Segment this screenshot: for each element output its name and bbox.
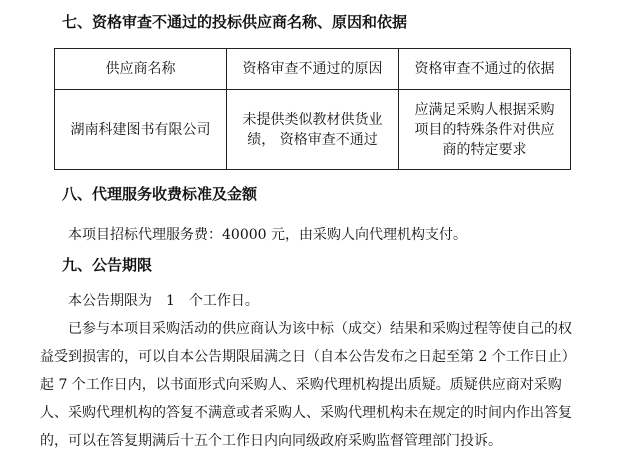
supplier-name-text: 湖南科建图书有限公司 (70, 121, 211, 138)
paragraph-line-3: 起 7 个工作日内，以书面形式向采购人、采购代理机构提出质疑。质疑供应商对采购 (40, 377, 562, 393)
header-reason: 资格审查不通过的原因 (227, 49, 399, 90)
header-supplier-name: 供应商名称 (55, 49, 227, 90)
basis-line-3: 商的特定要求 (442, 141, 527, 158)
basis-line-1: 应满足采购人根据采购 (414, 101, 555, 118)
cell-supplier-name (55, 90, 227, 170)
notice-period-text: 本公告期限为 1 个工作日。 (68, 293, 259, 309)
reason-line-1: 未提供类似教材供货业 (242, 111, 383, 128)
section-8-heading: 八、代理服务收费标准及金额 (62, 185, 258, 203)
cell-reason (227, 90, 399, 170)
reason-line-2: 绩， 资格审查不通过 (247, 131, 378, 148)
paragraph-line-4: 人、采购代理机构的答复不满意或者采购人、采购代理机构未在规定的时间内作出答复 (40, 405, 572, 421)
basis-line-2: 项目的特殊条件对供应 (414, 121, 555, 138)
table-row (55, 90, 571, 170)
paragraph-line-2: 益受到损害的，可以自本公告期限届满之日（自本公告发布之日起至第 2 个工作日止） (40, 349, 576, 365)
agency-fee-text: 本项目招标代理服务费：40000 元，由采购人向代理机构支付。 (68, 227, 467, 243)
table-header-row (55, 49, 571, 90)
paragraph-line-1: 已参与本项目采购活动的供应商认为该中标（成交）结果和采购过程等使自己的权 (68, 321, 572, 337)
section-7-heading: 七、资格审查不通过的投标供应商名称、原因和依据 (62, 13, 408, 31)
header-basis: 资格审查不通过的依据 (399, 49, 571, 90)
cell-basis (399, 90, 571, 170)
paragraph-line-5: 的，可以在答复期满后十五个工作日内向同级政府采购监督管理部门投诉。 (40, 433, 502, 449)
disqualified-suppliers-table (54, 48, 571, 170)
section-9-heading: 九、公告期限 (62, 256, 153, 274)
